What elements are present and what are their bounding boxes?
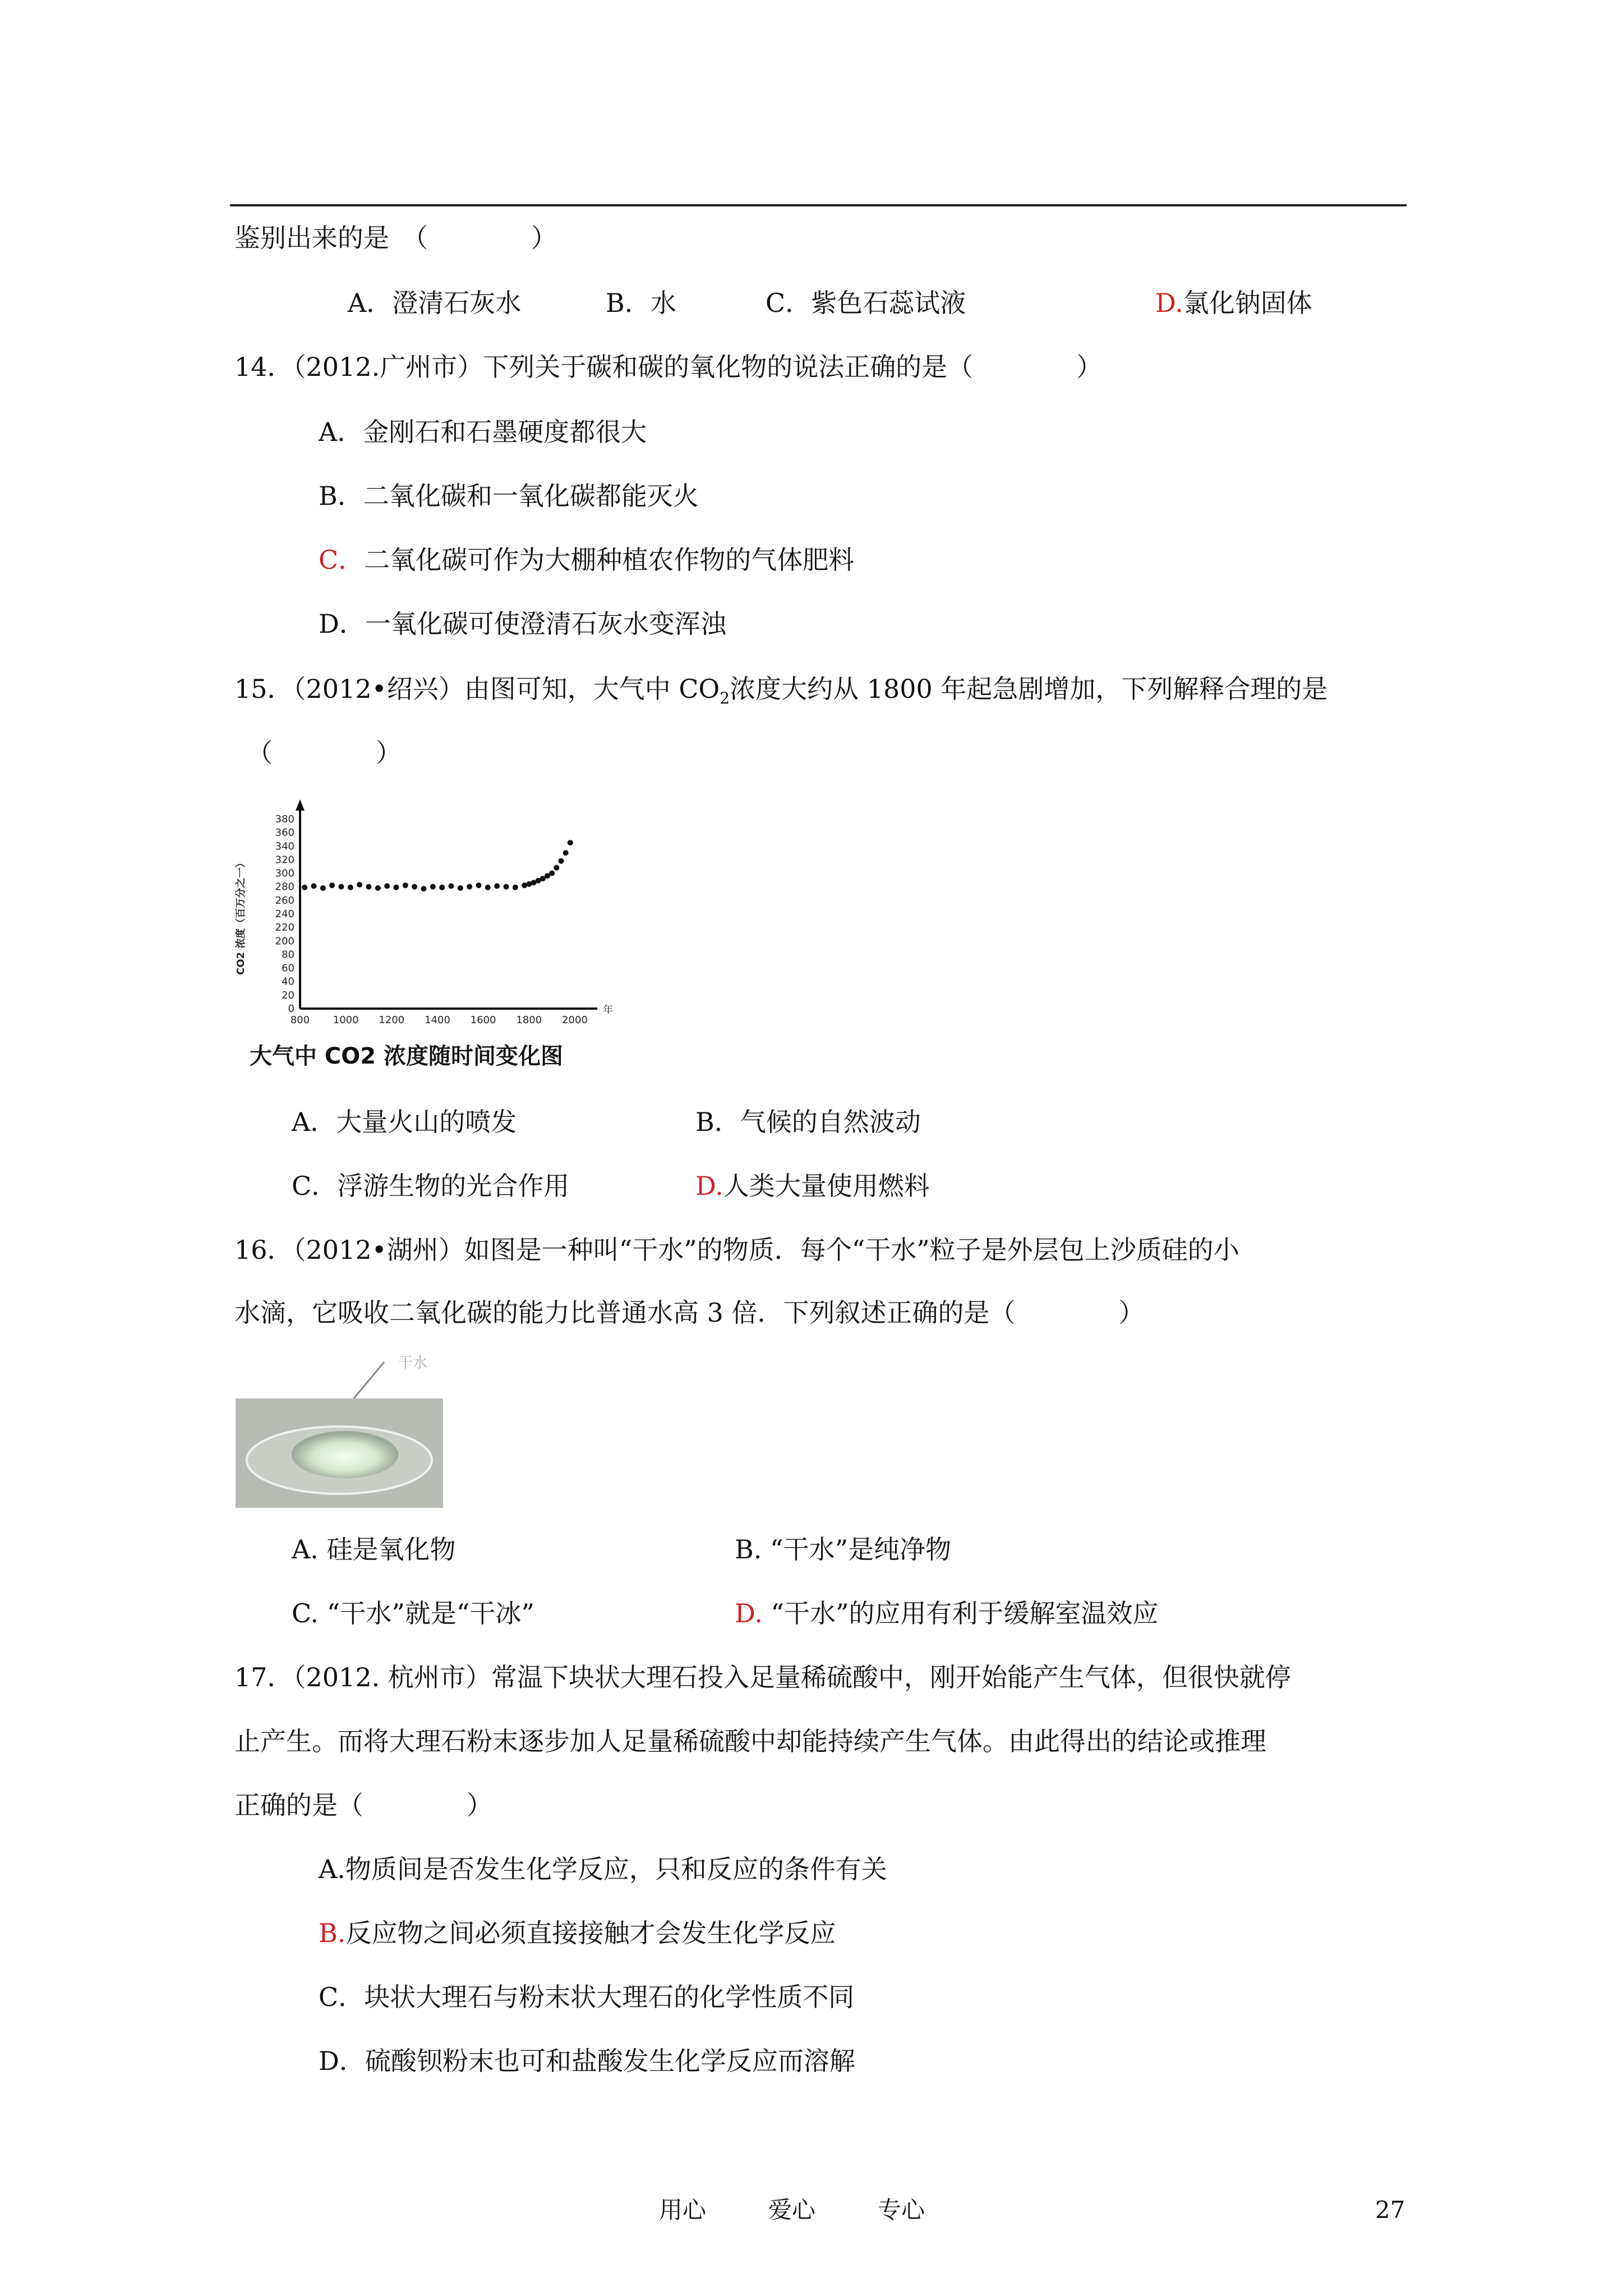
- q15-stem: 15．（2012•绍兴）由图可知，大气中 $CO_2$浓度大约从 1800 年起急剧增加，下列解释合理的是: [234, 674, 1328, 708]
- q14-option-b: B．二氧化碳和一氧化碳都能灭火: [319, 481, 699, 511]
- chart-data-point: [458, 885, 463, 891]
- q13-stem-tail: 鉴别出来的是 （ ）: [234, 223, 557, 253]
- chart-y-arrow: [296, 799, 305, 811]
- chart-y-tick-label: 340: [275, 840, 294, 853]
- footer-motto-1: 用心: [659, 2196, 707, 2224]
- chart-data-point: [504, 884, 509, 890]
- chart-data-point: [339, 884, 344, 890]
- co2-chart: [227, 797, 620, 1071]
- q14-option-d: D．一氧化碳可使澄清石灰水变浑浊: [319, 609, 726, 639]
- chart-data-point: [348, 885, 353, 890]
- q16-option-d: D. “干水”的应用有利于缓解室温效应: [735, 1598, 1159, 1628]
- chart-data-point: [329, 882, 335, 888]
- q13-option-a: A．澄清石灰水: [348, 288, 522, 318]
- chart-data-point: [485, 885, 491, 890]
- q17-stem-line2: 止产生。而将大理石粉末逐步加人足量稀硫酸中却能持续产生气体。由此得出的结论或推理: [234, 1726, 1266, 1756]
- q16-stem-line2: 水滴，它吸收二氧化碳的能力比普通水高 3 倍．下列叙述正确的是（ ）: [234, 1297, 1145, 1328]
- chart-data-point: [384, 884, 390, 889]
- chart-y-tick-label: 20: [282, 989, 294, 1001]
- q13-option-d: D.氯化钠固体: [1155, 288, 1312, 318]
- q14-option-a: A．金刚石和石墨硬度都很大: [319, 417, 647, 447]
- chart-data-point: [559, 858, 564, 864]
- dry-water-powder: [292, 1431, 398, 1478]
- q14-stem: 14．（2012.广州市）下列关于碳和碳的氧化物的说法正确的是（ ）: [234, 352, 1103, 382]
- chart-data-point: [476, 882, 482, 888]
- q13-option-b: B．水: [606, 288, 676, 318]
- q16-option-c: C. “干水”就是“干冰”: [292, 1598, 534, 1628]
- chart-y-tick-label: 40: [282, 976, 294, 988]
- q17-option-a: A.物质间是否发生化学反应，只和反应的条件有关: [319, 1854, 887, 1884]
- chart-data-point: [366, 884, 372, 890]
- chart-title: 大气中 CO2 浓度随时间变化图: [250, 1043, 564, 1069]
- chart-x-tick-label: 1800: [516, 1014, 542, 1026]
- chart-data-point: [302, 885, 307, 890]
- chart-y-tick-label: 280: [275, 881, 294, 893]
- chart-data-point: [430, 884, 436, 890]
- dry-water-photo: [230, 1345, 465, 1513]
- chart-y-tick-label: 240: [275, 908, 294, 920]
- q17-stem: 17．（2012. 杭州市）常温下块状大理石投入足量稀硫酸中，刚开始能产生气体，但很快就停: [234, 1662, 1291, 1692]
- q17-stem-line3: 正确的是（ ）: [234, 1790, 492, 1820]
- chart-data-point: [357, 882, 362, 887]
- chart-data-point: [563, 850, 569, 855]
- chart-data-point: [494, 884, 500, 889]
- chart-x-tick-label: 2000: [562, 1014, 588, 1026]
- chart-y-tick-label: 380: [275, 813, 294, 825]
- chart-data-point: [320, 885, 326, 891]
- chart-data-point: [375, 885, 381, 891]
- chart-data-point: [449, 884, 454, 889]
- chart-y-tick-label: 60: [282, 962, 294, 974]
- chart-data-point: [412, 884, 417, 890]
- chart-data-point: [513, 885, 518, 890]
- chart-data-point: [421, 886, 427, 891]
- q15-option-c: C．浮游生物的光合作用: [292, 1171, 570, 1201]
- q16-stem: 16．（2012•湖州）如图是一种叫“干水”的物质．每个“干水”粒子是外层包上沙质硅的小: [234, 1235, 1239, 1265]
- chart-y-label: CO2 浓度（百万分之一）: [235, 857, 247, 975]
- chart-x-tick-label: 800: [290, 1014, 310, 1026]
- chart-data-point: [467, 884, 472, 890]
- q15-stem-line2: （ ）: [247, 738, 402, 768]
- footer-motto-3: 专心: [878, 2196, 925, 2224]
- chart-data-point: [439, 885, 445, 890]
- q16-option-a: A. 硅是氧化物: [292, 1534, 456, 1565]
- page-number: 27: [1375, 2196, 1405, 2224]
- chart-data-point: [554, 865, 559, 871]
- q15-option-a: A．大量火山的喷发: [292, 1107, 517, 1137]
- chart-data-point: [394, 885, 399, 890]
- q15-option-d: D.人类大量使用燃料: [695, 1171, 930, 1201]
- chart-data-point: [403, 882, 408, 888]
- chart-data-point: [311, 884, 317, 889]
- chart-y-tick-label: 320: [275, 854, 294, 866]
- chart-y-tick-label: 260: [275, 894, 294, 907]
- chart-data-point: [568, 840, 573, 845]
- header-rule: [230, 204, 1407, 206]
- q17-option-b: B.反应物之间必须直接接触才会发生化学反应: [319, 1918, 836, 1948]
- q13-option-c: C．紫色石蕊试液: [766, 288, 966, 318]
- chart-data-point: [549, 871, 555, 876]
- q14-option-c: C．二氧化碳可作为大棚种植农作物的气体肥料: [319, 545, 855, 575]
- q17-option-d: D．硫酸钡粉末也可和盐酸发生化学反应而溶解: [319, 2046, 855, 2076]
- q17-option-c: C．块状大理石与粉末状大理石的化学性质不同: [319, 1982, 855, 2012]
- chart-y-tick-label: 220: [275, 922, 294, 934]
- chart-x-tick-label: 1400: [425, 1014, 450, 1026]
- chart-x-tick-label: 1000: [333, 1014, 359, 1026]
- chart-y-tick-label: 200: [275, 935, 294, 947]
- photo-label: 干水: [398, 1355, 428, 1372]
- chart-y-tick-label: 360: [275, 827, 294, 839]
- chart-y-tick-label: 80: [282, 949, 294, 961]
- q15-option-b: B．气候的自然波动: [695, 1107, 921, 1137]
- chart-x-tick-label: 1200: [379, 1014, 405, 1026]
- q16-option-b: B. “干水”是纯净物: [735, 1534, 952, 1565]
- chart-y-tick-label: 0: [288, 1003, 294, 1015]
- footer-motto-2: 爱心: [768, 2196, 816, 2224]
- chart-x-tick-label: 1600: [470, 1014, 496, 1026]
- chart-y-tick-label: 300: [275, 867, 294, 880]
- chart-x-label: 年: [603, 1004, 613, 1016]
